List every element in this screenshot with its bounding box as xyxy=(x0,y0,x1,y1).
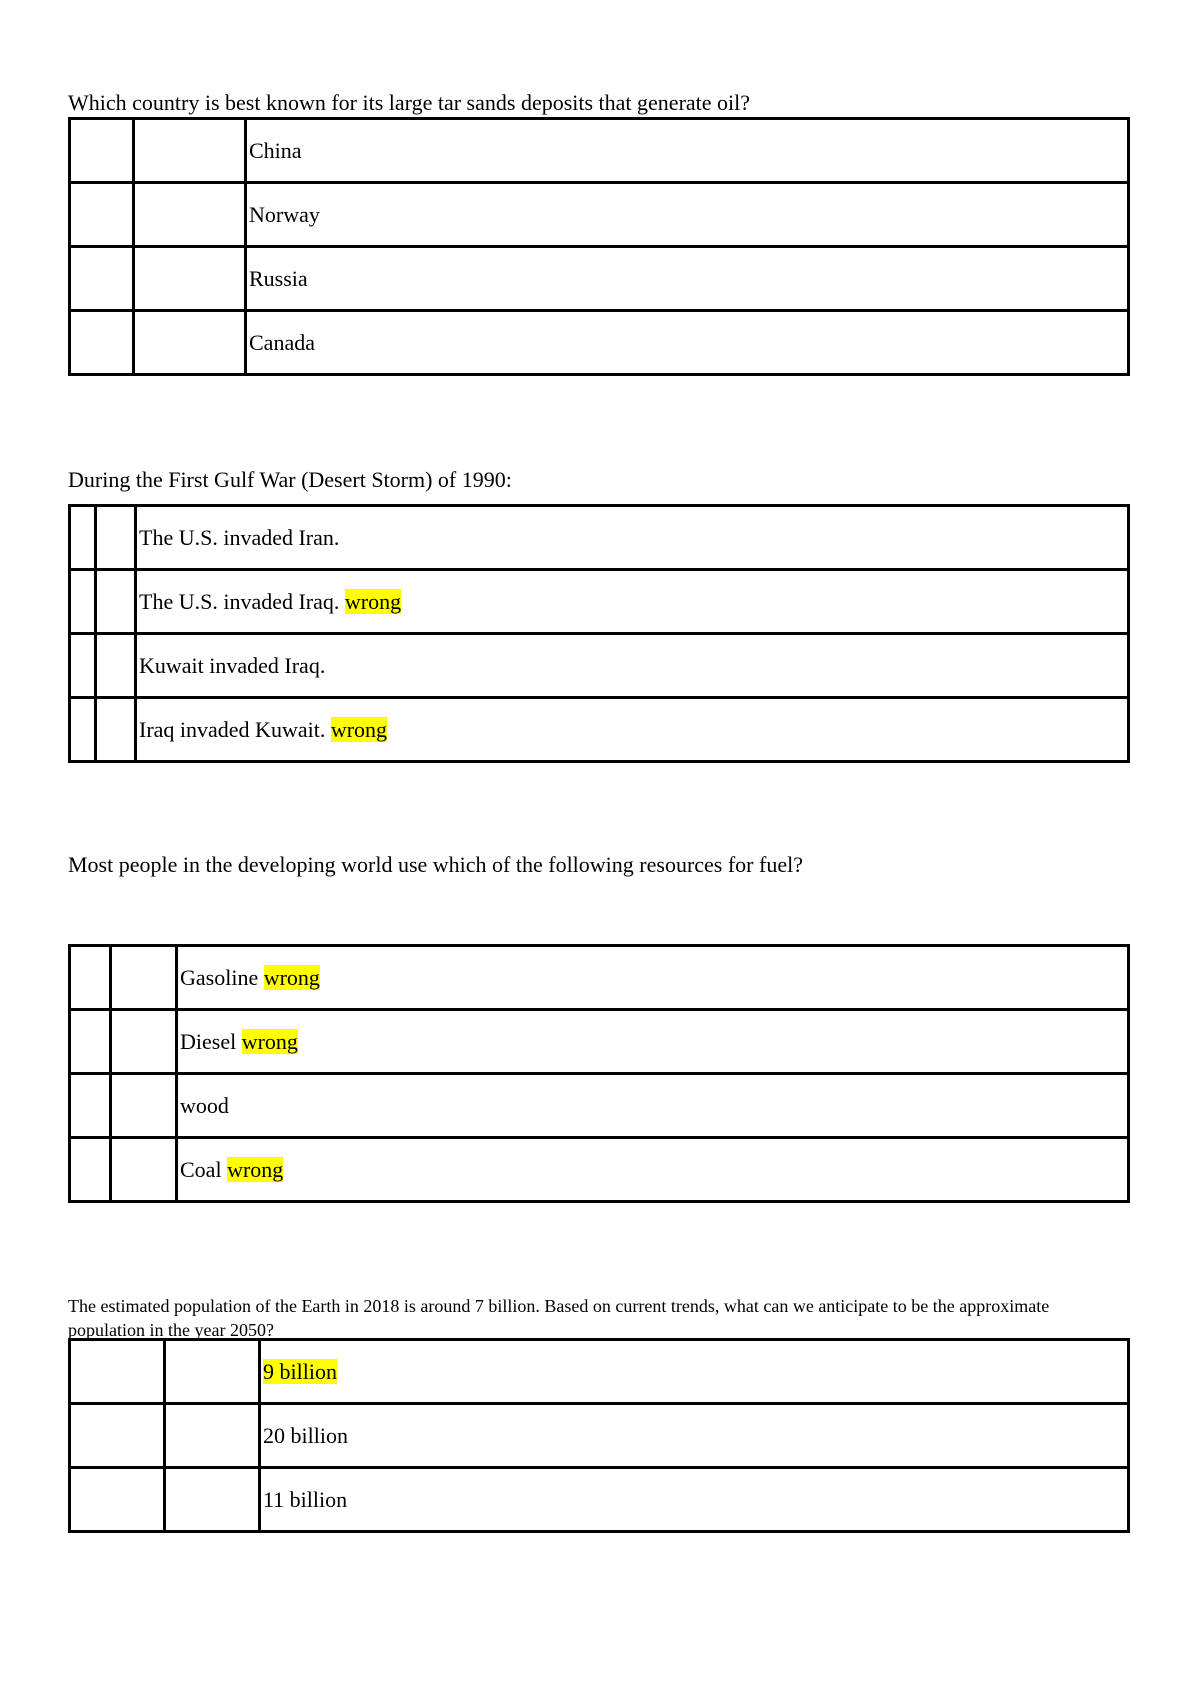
question-1-answers xyxy=(68,117,1130,376)
answer-mark-cell[interactable] xyxy=(111,1010,177,1074)
answer-mark-cell[interactable] xyxy=(70,1404,165,1468)
answer-row[interactable] xyxy=(70,634,1129,698)
answer-mark-cell[interactable] xyxy=(70,506,96,570)
answer-row[interactable] xyxy=(70,311,1129,375)
answer-mark-cell[interactable] xyxy=(134,311,246,375)
answer-mark-cell[interactable] xyxy=(111,1138,177,1202)
answer-mark-cell[interactable] xyxy=(70,183,134,247)
answer-mark-cell[interactable] xyxy=(70,119,134,183)
answer-label: Kuwait invaded Iraq. xyxy=(136,634,1129,698)
wrong-marker: wrong xyxy=(263,964,320,990)
answer-mark-cell[interactable] xyxy=(70,1138,111,1202)
answer-label: The U.S. invaded Iran. xyxy=(136,506,1129,570)
answer-label: Russia xyxy=(246,247,1129,311)
answer-mark-cell[interactable] xyxy=(70,570,96,634)
answer-row[interactable] xyxy=(70,506,1129,570)
answer-mark-cell[interactable] xyxy=(70,1074,111,1138)
answer-mark-cell[interactable] xyxy=(134,183,246,247)
answer-row[interactable] xyxy=(70,1074,1129,1138)
answer-mark-cell[interactable] xyxy=(70,1010,111,1074)
answer-mark-cell[interactable] xyxy=(70,946,111,1010)
answer-mark-cell[interactable] xyxy=(134,119,246,183)
answer-label xyxy=(260,1340,1129,1404)
answer-mark-cell[interactable] xyxy=(111,1074,177,1138)
answer-mark-cell[interactable] xyxy=(96,506,136,570)
answer-label: Diesel wrong xyxy=(177,1010,1129,1074)
question-4-answers xyxy=(68,1338,1130,1533)
answer-row[interactable] xyxy=(70,1468,1129,1532)
question-3-answers xyxy=(68,944,1130,1203)
answer-mark-cell[interactable] xyxy=(134,247,246,311)
answer-row[interactable] xyxy=(70,183,1129,247)
wrong-marker: wrong xyxy=(330,716,388,742)
answer-mark-cell[interactable] xyxy=(165,1404,260,1468)
answer-row[interactable] xyxy=(70,1340,1129,1404)
answer-mark-cell[interactable] xyxy=(96,698,136,762)
answer-label: Coal wrong xyxy=(177,1138,1129,1202)
answer-label: wood xyxy=(177,1074,1129,1138)
answer-row[interactable] xyxy=(70,247,1129,311)
question-3-text: Most people in the developing world use which of the following resources for fuel? xyxy=(68,852,803,877)
answer-row[interactable] xyxy=(70,1138,1129,1202)
question-1-text: Which country is best known for its large tar sands deposits that generate oil? xyxy=(68,90,751,115)
answer-label: Iraq invaded Kuwait. wrong xyxy=(136,698,1129,762)
question-4-text: The estimated population of the Earth in 2018 is around 7 billion. Based on current trends, what can we anticipate to be the approximate population in the year 2050? xyxy=(68,1296,1050,1340)
wrong-marker: wrong xyxy=(241,1028,298,1054)
answer-row[interactable] xyxy=(70,1010,1129,1074)
answer-mark-cell[interactable] xyxy=(70,1340,165,1404)
wrong-marker: wrong xyxy=(227,1156,284,1182)
answer-row[interactable] xyxy=(70,570,1129,634)
highlighted-answer: 9 billion xyxy=(263,1358,337,1384)
answer-mark-cell[interactable] xyxy=(70,1468,165,1532)
answer-mark-cell[interactable] xyxy=(70,634,96,698)
answer-label: 11 billion xyxy=(260,1468,1129,1532)
answer-label: Gasoline wrong xyxy=(177,946,1129,1010)
answer-mark-cell[interactable] xyxy=(165,1468,260,1532)
wrong-marker: wrong xyxy=(344,588,402,614)
answer-mark-cell[interactable] xyxy=(165,1340,260,1404)
answer-row[interactable] xyxy=(70,946,1129,1010)
question-2-text: During the First Gulf War (Desert Storm) of 1990: xyxy=(68,467,512,492)
answer-label: The U.S. invaded Iraq. wrong xyxy=(136,570,1129,634)
answer-mark-cell[interactable] xyxy=(70,311,134,375)
answer-mark-cell[interactable] xyxy=(96,570,136,634)
answer-mark-cell[interactable] xyxy=(111,946,177,1010)
question-2-answers xyxy=(68,504,1130,763)
answer-label: China xyxy=(246,119,1129,183)
answer-mark-cell[interactable] xyxy=(70,247,134,311)
answer-label: Canada xyxy=(246,311,1129,375)
answer-row[interactable] xyxy=(70,698,1129,762)
answer-row[interactable] xyxy=(70,119,1129,183)
answer-mark-cell[interactable] xyxy=(70,698,96,762)
answer-mark-cell[interactable] xyxy=(96,634,136,698)
answer-label: 20 billion xyxy=(260,1404,1129,1468)
answer-label: Norway xyxy=(246,183,1129,247)
answer-row[interactable] xyxy=(70,1404,1129,1468)
